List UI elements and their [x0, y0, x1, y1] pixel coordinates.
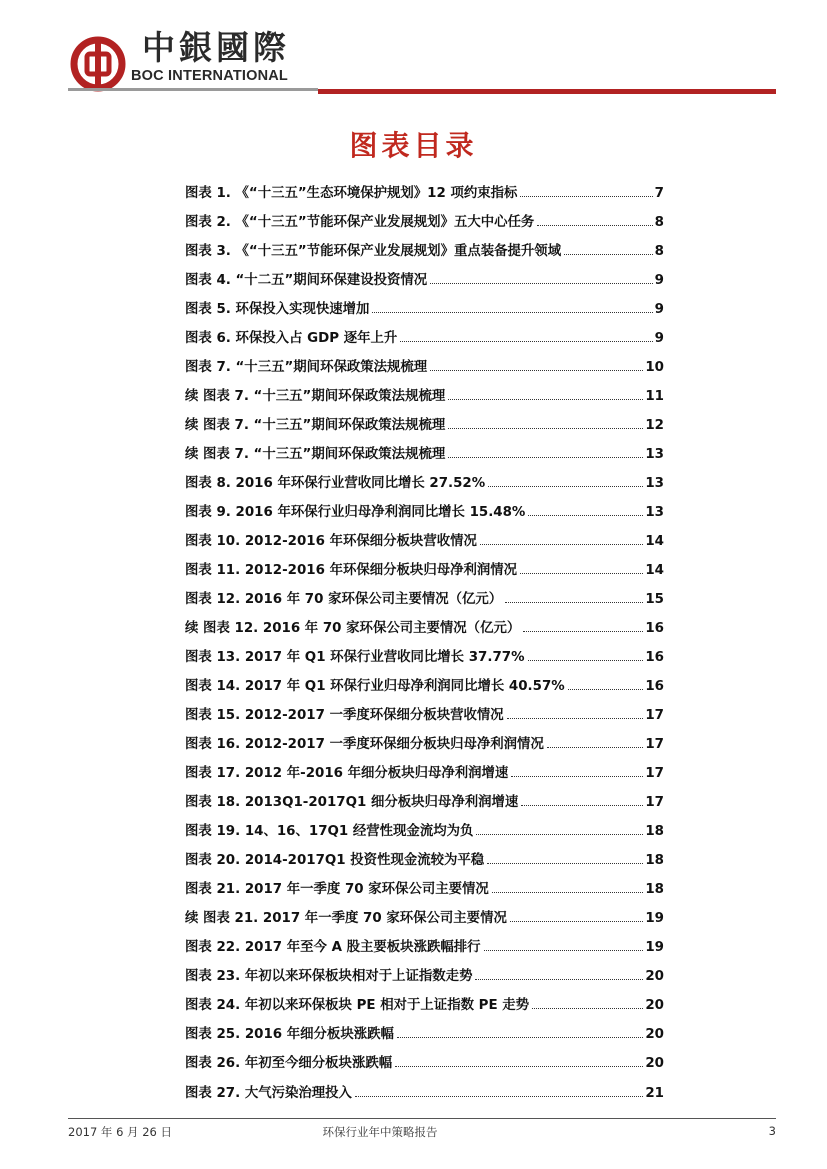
toc-entry[interactable]	[185, 205, 664, 234]
toc-entry-title: 图表 14. 2017 年 Q1 环保行业归母净利润同比增长 40.57%	[185, 679, 565, 695]
toc-entry-page: 17	[645, 766, 664, 782]
toc-entry[interactable]	[185, 785, 664, 814]
toc-entry-page: 9	[654, 302, 664, 318]
toc-dot-leader	[448, 457, 643, 458]
toc-dot-leader	[505, 602, 643, 603]
toc-dot-leader	[395, 1066, 643, 1067]
toc-entry-page: 9	[654, 273, 664, 289]
toc-dot-leader	[523, 631, 643, 632]
toc-entry[interactable]	[185, 727, 664, 756]
toc-entry-title: 续 图表 21. 2017 年一季度 70 家环保公司主要情况	[185, 911, 507, 927]
toc-dot-leader	[448, 399, 643, 400]
toc-entry[interactable]	[185, 466, 664, 495]
toc-dot-leader	[537, 225, 652, 226]
toc-entry[interactable]	[185, 930, 664, 959]
toc-entry[interactable]	[185, 524, 664, 553]
toc-entry-title: 图表 2. 《“十三五”节能环保产业发展规划》五大中心任务	[185, 215, 535, 231]
toc-entry-page: 20	[645, 969, 664, 985]
toc-entry[interactable]	[185, 292, 664, 321]
toc-entry-page: 13	[645, 505, 664, 521]
toc-entry-title: 图表 8. 2016 年环保行业营收同比增长 27.52%	[185, 476, 486, 492]
toc-entry-page: 9	[654, 331, 664, 347]
toc-entry-page: 13	[645, 447, 664, 463]
toc-entry-title: 续 图表 7. “十三五”期间环保政策法规梳理	[185, 447, 446, 463]
toc-entry-page: 16	[645, 679, 664, 695]
toc-entry[interactable]	[185, 756, 664, 785]
toc-entry-page: 8	[654, 215, 664, 231]
toc-entry-title: 图表 26. 年初至今细分板块涨跌幅	[185, 1056, 393, 1072]
toc-entry[interactable]	[185, 988, 664, 1017]
toc-entry-page: 18	[645, 853, 664, 869]
toc-entry[interactable]	[185, 350, 664, 379]
toc-dot-leader	[511, 776, 643, 777]
toc-dot-leader	[547, 747, 644, 748]
toc-entry-page: 10	[645, 360, 664, 376]
toc-entry-title: 图表 6. 环保投入占 GDP 逐年上升	[185, 331, 398, 347]
toc-entry[interactable]	[185, 582, 664, 611]
toc-entry-title: 图表 3. 《“十三五”节能环保产业发展规划》重点装备提升领域	[185, 244, 562, 260]
toc-dot-leader	[448, 428, 643, 429]
toc-entry-page: 17	[645, 708, 664, 724]
toc-entry[interactable]	[185, 263, 664, 292]
toc-entry-title: 图表 25. 2016 年细分板块涨跌幅	[185, 1027, 394, 1043]
toc-entry-title: 续 图表 7. “十三五”期间环保政策法规梳理	[185, 389, 446, 405]
toc-entry-page: 19	[645, 940, 664, 956]
toc-dot-leader	[532, 1008, 643, 1009]
toc-list	[185, 176, 664, 1105]
toc-entry-title: 图表 9. 2016 年环保行业归母净利润同比增长 15.48%	[185, 505, 526, 521]
toc-entry-page: 21	[645, 1085, 664, 1101]
toc-entry-page: 15	[645, 592, 664, 608]
toc-dot-leader	[520, 196, 652, 197]
footer-report-title: 环保行业年中策略报告	[322, 1125, 438, 1139]
toc-entry-title: 图表 13. 2017 年 Q1 环保行业营收同比增长 37.77%	[185, 650, 525, 666]
toc-entry-page: 8	[654, 244, 664, 260]
toc-dot-leader	[397, 1037, 643, 1038]
toc-entry[interactable]	[185, 1046, 664, 1075]
toc-dot-leader	[528, 515, 643, 516]
toc-entry-title: 图表 4. “十二五”期间环保建设投资情况	[185, 273, 428, 289]
toc-dot-leader	[492, 892, 644, 893]
toc-entry-title: 图表 27. 大气污染治理投入	[185, 1085, 352, 1101]
toc-dot-leader	[488, 486, 643, 487]
toc-entry[interactable]	[185, 814, 664, 843]
toc-entry-page: 14	[645, 563, 664, 579]
header-divider-grey	[68, 88, 318, 91]
toc-dot-leader	[430, 370, 643, 371]
toc-entry-page: 20	[645, 1056, 664, 1072]
toc-entry-title: 图表 10. 2012-2016 年环保细分板块营收情况	[185, 534, 477, 550]
toc-entry[interactable]	[185, 408, 664, 437]
footer-date: 2017 年 6 月 26 日	[68, 1125, 172, 1139]
toc-dot-leader	[521, 805, 643, 806]
toc-entry-title: 续 图表 7. “十三五”期间环保政策法规梳理	[185, 418, 446, 434]
toc-entry[interactable]	[185, 379, 664, 408]
toc-dot-leader	[510, 921, 644, 922]
toc-entry[interactable]	[185, 611, 664, 640]
toc-entry-page: 17	[645, 795, 664, 811]
toc-entry-page: 19	[645, 911, 664, 927]
header-divider-red	[318, 89, 776, 94]
toc-entry[interactable]	[185, 959, 664, 988]
toc-entry-title: 图表 21. 2017 年一季度 70 家环保公司主要情况	[185, 882, 489, 898]
toc-entry[interactable]	[185, 843, 664, 872]
footer-page-number: 3	[768, 1124, 776, 1138]
toc-dot-leader	[507, 718, 644, 719]
page-title: 图表目录	[349, 129, 478, 162]
toc-dot-leader	[520, 573, 643, 574]
toc-entry[interactable]	[185, 698, 664, 727]
toc-entry-title: 图表 20. 2014-2017Q1 投资性现金流较为平稳	[185, 853, 485, 869]
toc-entry[interactable]	[185, 1075, 664, 1104]
toc-entry[interactable]	[185, 669, 664, 698]
toc-entry-page: 16	[645, 621, 664, 637]
toc-dot-leader	[568, 689, 644, 690]
toc-entry-title: 图表 24. 年初以来环保板块 PE 相对于上证指数 PE 走势	[185, 998, 530, 1014]
toc-entry-title: 图表 22. 2017 年至今 A 股主要板块涨跌幅排行	[185, 940, 481, 956]
toc-entry-page: 16	[645, 650, 664, 666]
toc-dot-leader	[475, 979, 643, 980]
toc-entry[interactable]	[185, 495, 664, 524]
toc-entry[interactable]	[185, 553, 664, 582]
toc-entry-title: 图表 7. “十三五”期间环保政策法规梳理	[185, 360, 428, 376]
toc-entry-page: 18	[645, 824, 664, 840]
toc-dot-leader	[372, 312, 652, 313]
toc-entry[interactable]	[185, 176, 664, 205]
toc-entry-page: 13	[645, 476, 664, 492]
toc-dot-leader	[528, 660, 644, 661]
toc-dot-leader	[484, 950, 644, 951]
toc-entry-title: 图表 11. 2012-2016 年环保细分板块归母净利润情况	[185, 563, 518, 579]
toc-entry[interactable]	[185, 1017, 664, 1046]
toc-entry-title: 图表 1. 《“十三五”生态环境保护规划》12 项约束指标	[185, 186, 518, 202]
toc-entry[interactable]	[185, 872, 664, 901]
toc-dot-leader	[487, 863, 643, 864]
toc-entry-title: 图表 17. 2012 年-2016 年细分板块归母净利润增速	[185, 766, 509, 782]
brand-name-chinese: 中銀國際	[142, 28, 290, 67]
toc-entry-title: 图表 19. 14、16、17Q1 经营性现金流均为负	[185, 824, 474, 840]
toc-dot-leader	[430, 283, 652, 284]
toc-dot-leader	[480, 544, 643, 545]
toc-dot-leader	[564, 254, 653, 255]
toc-entry-title: 图表 18. 2013Q1-2017Q1 细分板块归母净利润增速	[185, 795, 519, 811]
toc-entry-title: 图表 15. 2012-2017 一季度环保细分板块营收情况	[185, 708, 504, 724]
toc-entry-title: 图表 23. 年初以来环保板块相对于上证指数走势	[185, 969, 473, 985]
toc-dot-leader	[476, 834, 643, 835]
toc-entry-page: 12	[645, 418, 664, 434]
toc-entry-page: 14	[645, 534, 664, 550]
toc-entry-page: 18	[645, 882, 664, 898]
brand-name-english: BOC INTERNATIONAL	[131, 68, 288, 84]
boc-coin-icon	[68, 34, 128, 94]
toc-entry[interactable]	[185, 234, 664, 263]
toc-entry-page: 20	[645, 1027, 664, 1043]
toc-entry[interactable]	[185, 321, 664, 350]
toc-dot-leader	[400, 341, 652, 342]
toc-entry-page: 11	[645, 389, 664, 405]
toc-entry-title: 续 图表 12. 2016 年 70 家环保公司主要情况（亿元）	[185, 621, 521, 637]
toc-entry-page: 7	[654, 186, 664, 202]
toc-entry-title: 图表 16. 2012-2017 一季度环保细分板块归母净利润情况	[185, 737, 544, 753]
footer-divider	[68, 1118, 776, 1119]
toc-entry-title: 图表 5. 环保投入实现快速增加	[185, 302, 370, 318]
toc-entry[interactable]	[185, 640, 664, 669]
toc-entry[interactable]	[185, 437, 664, 466]
toc-entry[interactable]	[185, 901, 664, 930]
toc-dot-leader	[355, 1096, 643, 1097]
toc-entry-page: 17	[645, 737, 664, 753]
toc-entry-title: 图表 12. 2016 年 70 家环保公司主要情况（亿元）	[185, 592, 503, 608]
toc-entry-page: 20	[645, 998, 664, 1014]
